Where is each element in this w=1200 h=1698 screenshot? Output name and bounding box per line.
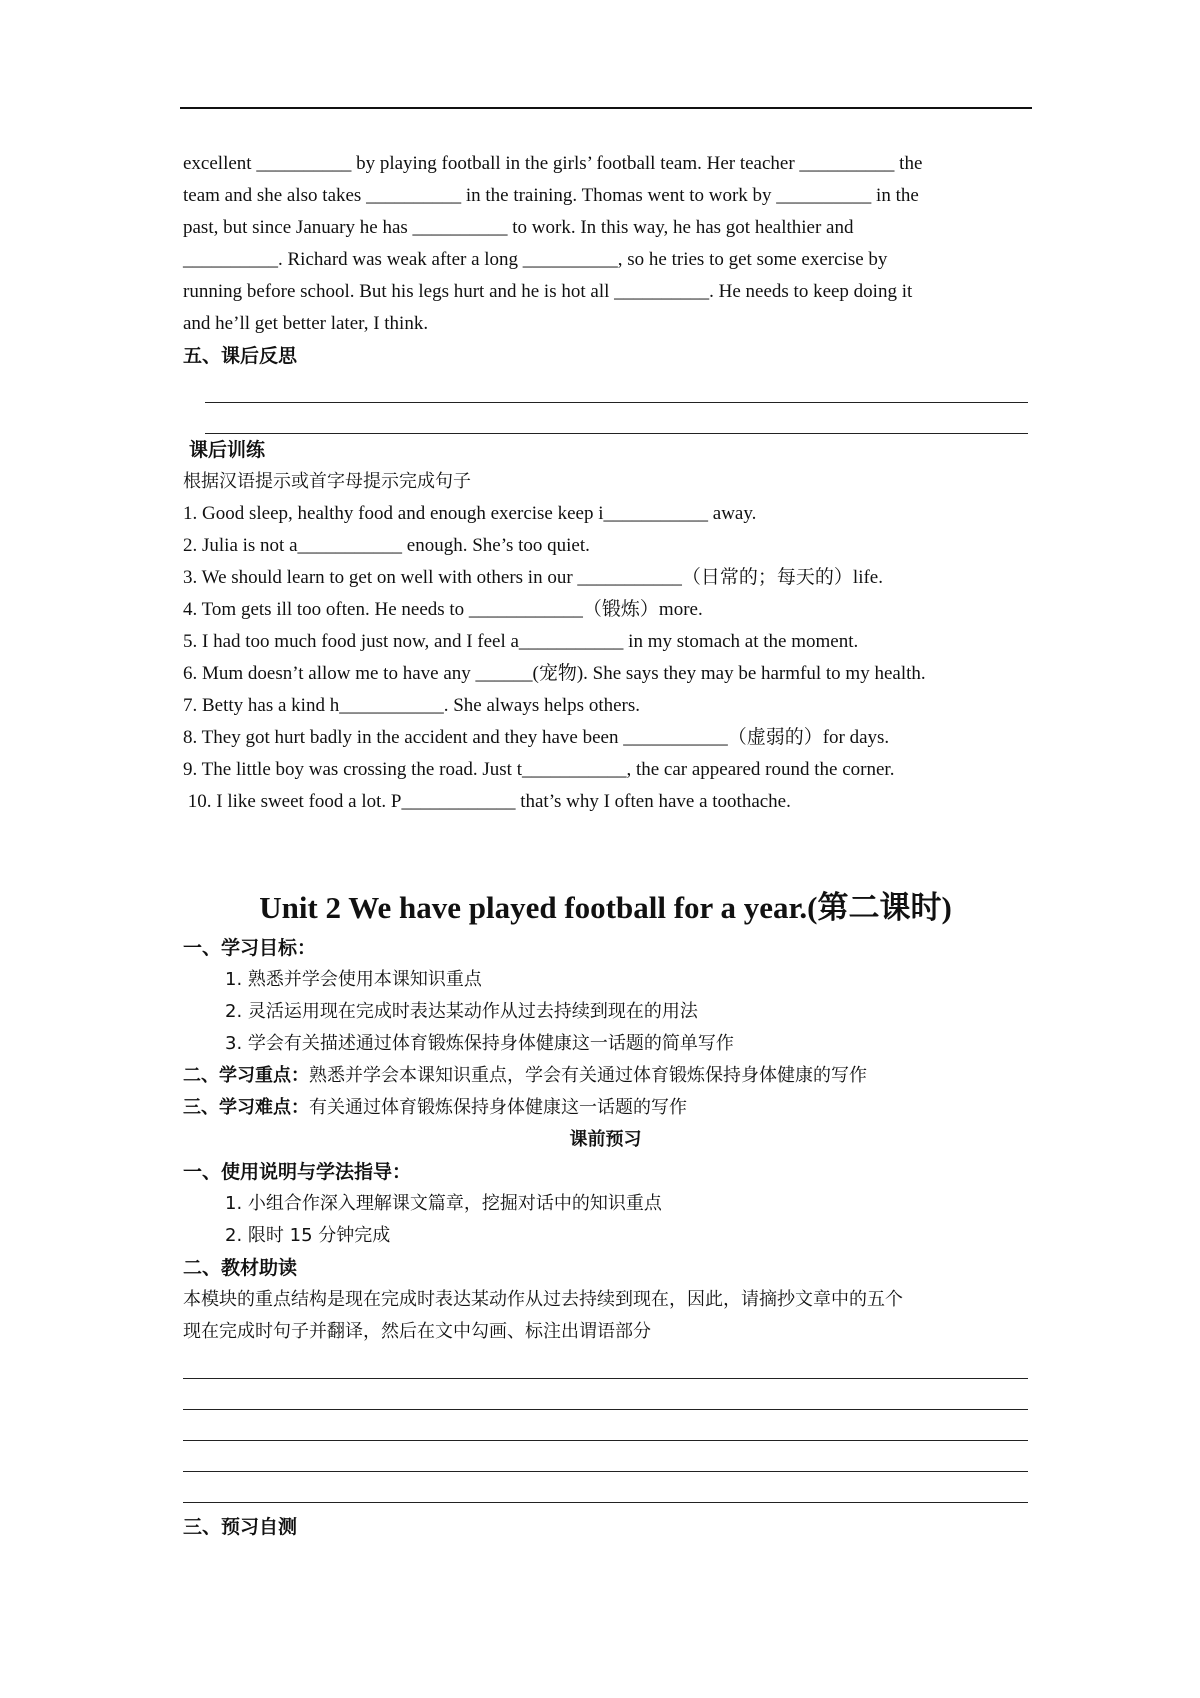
objective-item: 1. 熟悉并学会使用本课知识重点 <box>225 969 482 990</box>
writing-line[interactable] <box>183 1410 1028 1441</box>
reading-instruction-line: 本模块的重点结构是现在完成时表达某动作从过去持续到现在，因此，请摘抄文章中的五个 <box>183 1289 903 1310</box>
guide-heading: 一、使用说明与学法指导： <box>183 1161 412 1183</box>
after-class-instruction: 根据汉语提示或首字母提示完成句子 <box>183 471 471 492</box>
objective-item: 2. 灵活运用现在完成时表达某动作从过去持续到现在的用法 <box>225 1001 698 1022</box>
passage-line: team and she also takes __________ in the training. Thomas went to work by __________ in the <box>183 185 919 206</box>
difficulties <box>183 1092 1028 1124</box>
objectives-heading: 一、学习目标： <box>183 937 317 959</box>
difficulties-text: 有关通过体育锻炼保持身体健康这一话题的写作 <box>309 1097 687 1118</box>
after-class-heading: 课后训练 <box>189 439 266 461</box>
exercise-list <box>183 498 1028 818</box>
header-rule <box>180 107 1032 109</box>
key-points-label: 二、学习重点： <box>183 1065 309 1086</box>
passage-line: past, but since January he has __________ to work. In this way, he has got healthier and <box>183 217 854 238</box>
writing-line[interactable] <box>183 1379 1028 1410</box>
preview-heading: 课前预习 <box>569 1129 642 1150</box>
exercise-item: 6. Mum doesn’t allow me to have any ______(宠物). She says they may be harmful to my health. <box>183 663 926 684</box>
exercise-item: 2. Julia is not a___________ enough. She’s too quiet. <box>183 535 590 556</box>
exercise-item: 8. They got hurt badly in the accident and they have been ___________（虚弱的）for days. <box>183 727 890 748</box>
key-points-text: 熟悉并学会本课知识重点，学会有关通过体育锻炼保持身体健康的写作 <box>309 1065 867 1086</box>
passage-line: running before school. But his legs hurt and he is hot all __________. He needs to keep doing it <box>183 281 913 302</box>
exercise-item: 4. Tom gets ill too often. He needs to ____________（锻炼）more. <box>183 599 703 620</box>
writing-line[interactable] <box>205 403 1028 434</box>
key-points <box>183 1060 1028 1092</box>
writing-line[interactable] <box>183 1348 1028 1379</box>
self-test-heading: 三、预习自测 <box>183 1516 298 1538</box>
writing-line[interactable] <box>183 1441 1028 1472</box>
unit-title: Unit 2 We have played football for a year.(第二课时) <box>259 890 952 925</box>
reading-heading: 二、教材助读 <box>183 1257 298 1279</box>
page-content <box>183 148 1028 1543</box>
passage-line: excellent __________ by playing football in the girls’ football team. Her teacher __________ the <box>183 153 923 174</box>
exercise-item: 7. Betty has a kind h___________. She always helps others. <box>183 695 641 716</box>
guide-item: 2. 限时 15 分钟完成 <box>225 1225 391 1246</box>
exercise-item: 5. I had too much food just now, and I feel a___________ in my stomach at the moment. <box>183 631 859 652</box>
guide-item: 1. 小组合作深入理解课文篇章，挖掘对话中的知识重点 <box>225 1193 662 1214</box>
reflection-heading: 五、课后反思 <box>183 345 298 367</box>
writing-line[interactable] <box>183 1472 1028 1503</box>
reading-instruction-line: 现在完成时句子并翻译，然后在文中勾画、标注出谓语部分 <box>183 1321 651 1342</box>
difficulties-label: 三、学习难点： <box>183 1097 309 1118</box>
writing-line[interactable] <box>205 372 1028 403</box>
passage-line: and he’ll get better later, I think. <box>183 313 429 334</box>
fill-in-passage <box>183 148 1028 340</box>
exercise-item: 9. The little boy was crossing the road. Just t___________, the car appeared round the corner. <box>183 759 895 780</box>
translation-writing-area <box>183 1348 1028 1503</box>
exercise-item: 10. I like sweet food a lot. P____________ that’s why I often have a toothache. <box>183 791 791 812</box>
objective-item: 3. 学会有关描述通过体育锻炼保持身体健康这一话题的简单写作 <box>225 1033 734 1054</box>
exercise-item: 1. Good sleep, healthy food and enough exercise keep i___________ away. <box>183 503 757 524</box>
exercise-item: 3. We should learn to get on well with others in our ___________（日常的；每天的）life. <box>183 567 883 588</box>
passage-line: __________. Richard was weak after a long __________, so he tries to get some exercise by <box>183 249 888 270</box>
reflection-writing-area <box>183 372 1028 434</box>
